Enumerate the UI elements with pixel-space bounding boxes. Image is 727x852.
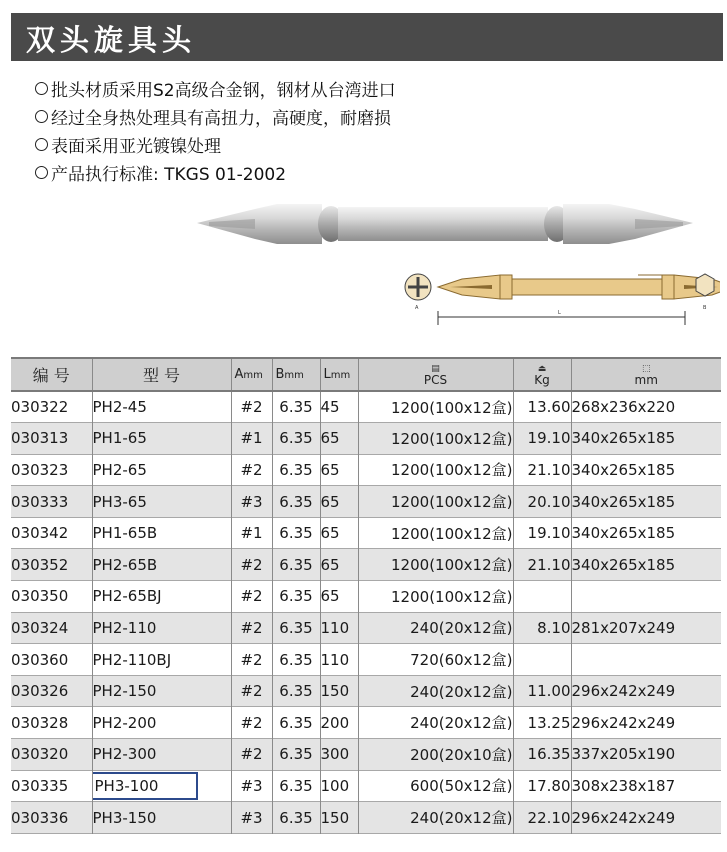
cell-b: 6.35 [272, 581, 320, 613]
cell-kg: 13.60 [513, 391, 571, 423]
table-row [11, 423, 721, 455]
cell-size: 296x242x249 [571, 682, 676, 701]
cell-l: 65 [320, 581, 358, 613]
cell-kg: 19.10 [513, 423, 571, 455]
cell-kg [513, 581, 571, 613]
cell-a: #2 [231, 675, 272, 707]
carton-size-icon: ⬚ [641, 363, 651, 374]
spec-table [11, 357, 721, 834]
box-icon: ▤ [431, 363, 440, 374]
cell-size: 337x205x190 [571, 745, 676, 764]
table-row [11, 707, 721, 739]
cell-size: 296x242x249 [571, 713, 676, 732]
weight-icon: ⏏ [537, 363, 547, 374]
cell-a: #2 [231, 707, 272, 739]
cell-model: PH2-200 [92, 707, 231, 739]
cell-code: 030313 [11, 423, 92, 455]
cell-size: 340x265x185 [571, 555, 676, 574]
cell-b: 6.35 [272, 770, 320, 802]
cell-model: PH2-110BJ [92, 644, 231, 676]
cell-code: 030352 [11, 549, 92, 581]
feature-text: 产品执行标准: TKGS 01-2002 [51, 165, 287, 185]
cell-pcs: 1200(100x12盒) [358, 517, 513, 549]
drawing-label-b: B [703, 305, 707, 311]
cell-a: #2 [231, 391, 272, 423]
cell-code: 030322 [11, 391, 92, 423]
cell-b: 6.35 [272, 517, 320, 549]
cell-code: 030326 [11, 675, 92, 707]
cell-model: PH2-110 [92, 612, 231, 644]
cell-kg: 21.10 [513, 549, 571, 581]
feature-item [35, 135, 396, 163]
cell-code: 030323 [11, 454, 92, 486]
cell-l: 65 [320, 486, 358, 518]
cell-l: 110 [320, 644, 358, 676]
phillips-tip-icon [405, 274, 431, 300]
cell-kg: 19.10 [513, 517, 571, 549]
cell-b: 6.35 [272, 644, 320, 676]
cell-a: #2 [231, 739, 272, 771]
cell-size: 268x236x220 [571, 398, 676, 417]
cell-kg: 21.10 [513, 454, 571, 486]
cell-pcs: 1200(100x12盒) [358, 486, 513, 518]
cell-size [571, 644, 721, 676]
table-row [11, 391, 721, 423]
cell-pcs: 240(20x12盒) [358, 707, 513, 739]
col-header-size: ⬚ mm [571, 358, 721, 391]
cell-model: PH2-150 [92, 675, 231, 707]
table-row [11, 612, 721, 644]
cell-l: 65 [320, 517, 358, 549]
hexagon-icon [696, 274, 714, 296]
cell-size: 340x265x185 [571, 524, 676, 543]
technical-drawing [400, 265, 720, 335]
table-header-row [11, 358, 721, 391]
drawing-label-l: L [558, 310, 561, 316]
cell-kg: 20.10 [513, 486, 571, 518]
cell-a: #2 [231, 549, 272, 581]
table-row [11, 549, 721, 581]
cell-b: 6.35 [272, 802, 320, 834]
cell-code: 030350 [11, 581, 92, 613]
cell-code: 030324 [11, 612, 92, 644]
col-header-a: Amm [231, 358, 272, 391]
cell-pcs: 240(20x12盒) [358, 802, 513, 834]
cell-model: PH3-150 [92, 802, 231, 834]
cell-kg: 17.80 [513, 770, 571, 802]
col-header-model: 型 号 [92, 358, 231, 391]
cell-model: PH1-65 [92, 423, 231, 455]
cell-pcs: 1200(100x12盒) [358, 391, 513, 423]
cell-a: #2 [231, 454, 272, 486]
feature-item [35, 163, 396, 191]
cell-kg: 16.35 [513, 739, 571, 771]
cell-l: 200 [320, 707, 358, 739]
cell-kg: 11.00 [513, 675, 571, 707]
bullet-circle-icon [35, 166, 48, 179]
cell-model[interactable] [92, 770, 231, 802]
cell-a: #2 [231, 581, 272, 613]
cell-pcs: 240(20x12盒) [358, 612, 513, 644]
cell-l: 45 [320, 391, 358, 423]
cell-kg: 8.10 [513, 612, 571, 644]
cell-code: 030336 [11, 802, 92, 834]
cell-a: #3 [231, 770, 272, 802]
cell-a: #1 [231, 423, 272, 455]
cell-size: 340x265x185 [571, 429, 676, 448]
table-row [11, 644, 721, 676]
table-row [11, 770, 721, 802]
drawing-label-a: A [415, 305, 419, 311]
cell-model: PH2-65B [92, 549, 231, 581]
cell-code: 030335 [11, 770, 92, 802]
cell-b: 6.35 [272, 423, 320, 455]
col-header-b: Bmm [272, 358, 320, 391]
cell-b: 6.35 [272, 739, 320, 771]
cell-a: #3 [231, 802, 272, 834]
cell-code: 030342 [11, 517, 92, 549]
cell-pcs: 1200(100x12盒) [358, 581, 513, 613]
product-photo [195, 195, 695, 255]
cell-model: PH2-65BJ [92, 581, 231, 613]
cell-l: 65 [320, 423, 358, 455]
cell-code: 030333 [11, 486, 92, 518]
selected-cell-box[interactable]: PH3-100 [92, 772, 198, 800]
cell-code: 030320 [11, 739, 92, 771]
cell-b: 6.35 [272, 612, 320, 644]
col-header-kg: ⏏ Kg [513, 358, 571, 391]
cell-model: PH1-65B [92, 517, 231, 549]
cell-l: 150 [320, 802, 358, 834]
col-header-code: 编 号 [11, 358, 92, 391]
cell-pcs: 1200(100x12盒) [358, 549, 513, 581]
feature-text: 经过全身热处理具有高扭力，高硬度，耐磨损 [51, 109, 391, 129]
table-row [11, 454, 721, 486]
cell-code: 030328 [11, 707, 92, 739]
bullet-circle-icon [35, 138, 48, 151]
cell-pcs: 240(20x12盒) [358, 675, 513, 707]
cell-size: 296x242x249 [571, 808, 676, 827]
table-row [11, 581, 721, 613]
cell-pcs: 1200(100x12盒) [358, 454, 513, 486]
cell-kg: 22.10 [513, 802, 571, 834]
cell-l: 100 [320, 770, 358, 802]
cell-l: 300 [320, 739, 358, 771]
bullet-circle-icon [35, 110, 48, 123]
cell-b: 6.35 [272, 391, 320, 423]
cell-l: 150 [320, 675, 358, 707]
cell-kg [513, 644, 571, 676]
cell-size: 340x265x185 [571, 460, 676, 479]
feature-item [35, 107, 396, 135]
feature-text: 批头材质采用S2高级合金钢，钢材从台湾进口 [51, 81, 396, 101]
col-header-pcs: ▤ PCS [358, 358, 513, 391]
cell-a: #3 [231, 486, 272, 518]
cell-a: #2 [231, 644, 272, 676]
feature-item [35, 79, 396, 107]
table-row [11, 517, 721, 549]
cell-model: PH3-65 [92, 486, 231, 518]
cell-b: 6.35 [272, 486, 320, 518]
cell-pcs: 1200(100x12盒) [358, 423, 513, 455]
cell-model: PH2-45 [92, 391, 231, 423]
cell-code: 030360 [11, 644, 92, 676]
table-row [11, 486, 721, 518]
cell-l: 110 [320, 612, 358, 644]
cell-a: #1 [231, 517, 272, 549]
feature-text: 表面采用亚光镀镍处理 [51, 137, 221, 157]
page-title: 双头旋具头 [26, 23, 197, 57]
table-row [11, 675, 721, 707]
feature-list [35, 79, 396, 191]
cell-b: 6.35 [272, 675, 320, 707]
cell-model: PH2-65 [92, 454, 231, 486]
cell-b: 6.35 [272, 454, 320, 486]
cell-b: 6.35 [272, 707, 320, 739]
cell-size [571, 581, 721, 613]
bullet-circle-icon [35, 82, 48, 95]
cell-a: #2 [231, 612, 272, 644]
cell-pcs: 200(20x10盒) [358, 739, 513, 771]
cell-pcs: 720(60x12盒) [358, 644, 513, 676]
cell-l: 65 [320, 454, 358, 486]
table-row [11, 802, 721, 834]
col-header-l: Lmm [320, 358, 358, 391]
cell-size: 281x207x249 [571, 618, 676, 637]
cell-l: 65 [320, 549, 358, 581]
cell-model: PH2-300 [92, 739, 231, 771]
cell-kg: 13.25 [513, 707, 571, 739]
table-row [11, 739, 721, 771]
cell-pcs: 600(50x12盒) [358, 770, 513, 802]
title-bar [11, 13, 723, 61]
cell-size: 308x238x187 [571, 776, 676, 795]
cell-b: 6.35 [272, 549, 320, 581]
cell-size: 340x265x185 [571, 492, 676, 511]
